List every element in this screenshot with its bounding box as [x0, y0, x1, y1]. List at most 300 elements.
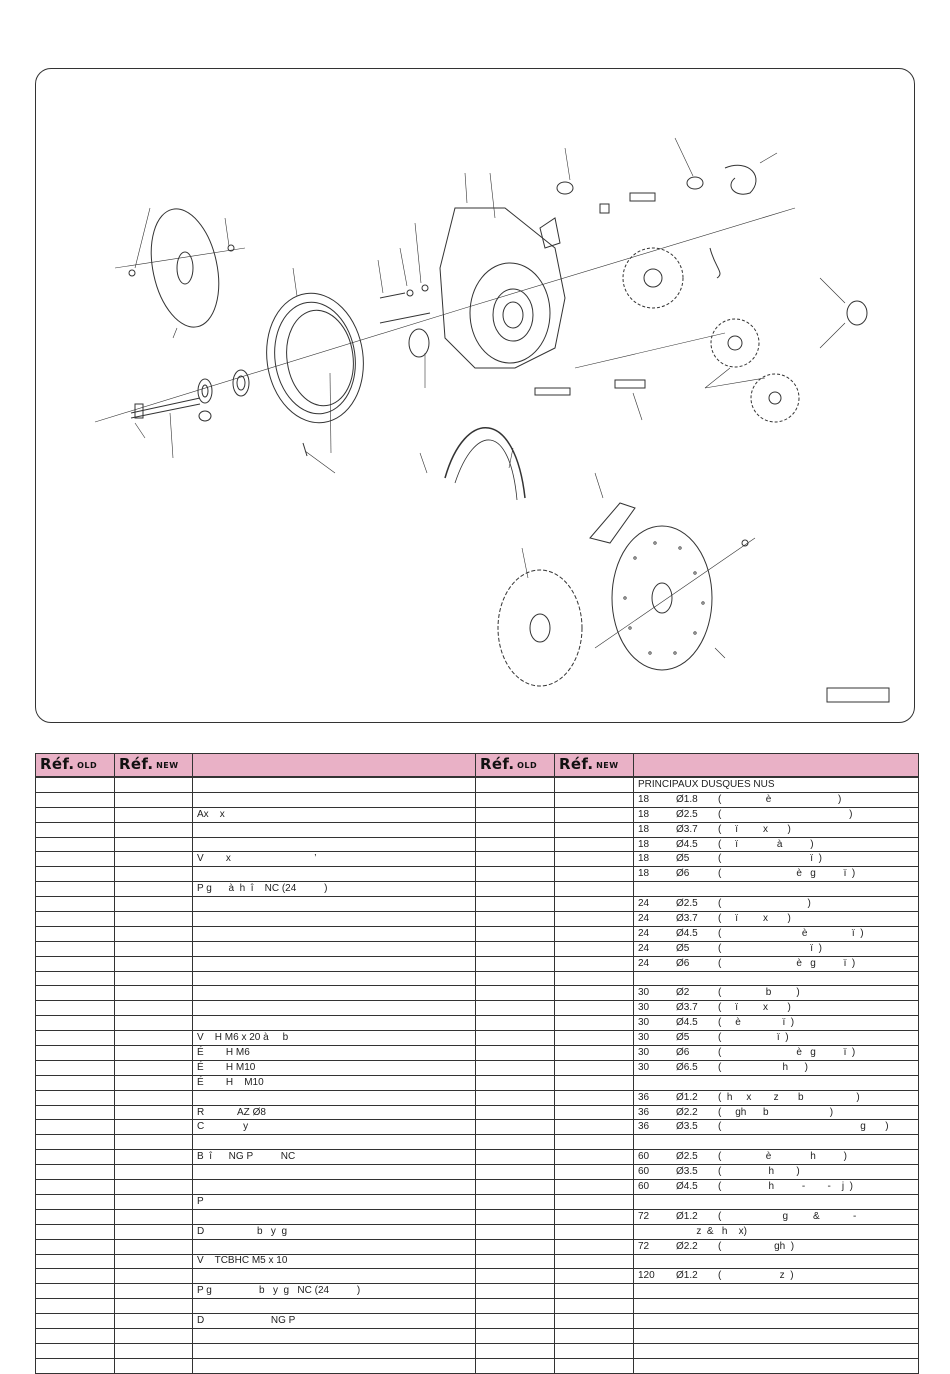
cell-description-left: P — [193, 1194, 476, 1209]
table-row — [36, 1165, 919, 1180]
cell-ref-new-left — [115, 1239, 193, 1254]
cell-ref-new-left — [115, 1046, 193, 1061]
table-row — [36, 1001, 919, 1016]
cell-ref-old-left — [36, 792, 115, 807]
cell-ref-old-right — [476, 1299, 555, 1314]
cell-ref-new-left — [115, 852, 193, 867]
cell-ref-new-right — [555, 1299, 634, 1314]
disc-description: ( gh ) — [718, 1240, 795, 1252]
cell-ref-old-left — [36, 1031, 115, 1046]
table-row — [36, 1358, 919, 1373]
disc-hole-count: 30 — [638, 1032, 650, 1044]
cell-description-left: C y — [193, 1120, 476, 1135]
cell-ref-old-left — [36, 1120, 115, 1135]
cell-ref-old-right — [476, 837, 555, 852]
table-row — [36, 1254, 919, 1269]
cell-ref-old-left — [36, 1046, 115, 1061]
cell-ref-old-left — [36, 1343, 115, 1358]
table-row — [36, 1284, 919, 1299]
cell-description-right — [634, 867, 919, 882]
cell-ref-new-left — [115, 1194, 193, 1209]
cell-description-left — [193, 1090, 476, 1105]
cell-description-left — [193, 777, 476, 792]
cell-ref-old-right — [476, 1314, 555, 1329]
cell-ref-new-left — [115, 1031, 193, 1046]
cell-ref-new-left — [115, 1224, 193, 1239]
cell-ref-old-right — [476, 1343, 555, 1358]
cell-description-right — [634, 1001, 919, 1016]
table-row — [36, 941, 919, 956]
table-row — [36, 912, 919, 927]
disc-hole-count: 30 — [638, 987, 650, 999]
cell-description-right — [634, 807, 919, 822]
disc-hole-count: 18 — [638, 808, 650, 820]
cell-ref-new-left — [115, 1001, 193, 1016]
cell-ref-new-left — [115, 971, 193, 986]
disc-hole-count: 30 — [638, 1061, 650, 1073]
disc-description: ( è ï ) — [718, 1017, 795, 1029]
cell-ref-old-right — [476, 1046, 555, 1061]
cell-ref-new-right — [555, 1194, 634, 1209]
table-row — [36, 1180, 919, 1195]
cell-ref-new-right — [555, 926, 634, 941]
cell-ref-old-left — [36, 1358, 115, 1373]
cell-ref-new-right — [555, 837, 634, 852]
cell-ref-old-right — [476, 926, 555, 941]
disc-description: ( h ) — [718, 1166, 800, 1178]
cell-ref-new-left — [115, 1209, 193, 1224]
disc-hole-count: 72 — [638, 1210, 650, 1222]
cell-ref-old-right — [476, 1269, 555, 1284]
cell-ref-new-right — [555, 822, 634, 837]
cell-ref-new-right — [555, 1016, 634, 1031]
disc-hole-count: 30 — [638, 1046, 650, 1058]
cell-description-left: P g b y g NC (24 ) — [193, 1284, 476, 1299]
disc-hole-count: 24 — [638, 898, 650, 910]
cell-ref-new-left — [115, 837, 193, 852]
cell-ref-new-left — [115, 1180, 193, 1195]
disc-hole-diameter: Ø6.5 — [676, 1061, 698, 1073]
table-row — [36, 1269, 919, 1284]
cell-description-left: V H M6 x 20 à b — [193, 1031, 476, 1046]
cell-description-right — [634, 926, 919, 941]
cell-description-left — [193, 1180, 476, 1195]
cell-description-left: B î NG P NC — [193, 1150, 476, 1165]
cell-ref-old-right — [476, 956, 555, 971]
seal-ring-icon — [258, 287, 371, 429]
cell-ref-new-right — [555, 1135, 634, 1150]
table-row — [36, 882, 919, 897]
table-row — [36, 1194, 919, 1209]
cell-ref-new-left — [115, 1016, 193, 1031]
cell-ref-old-right — [476, 1090, 555, 1105]
disc-hole-count: 24 — [638, 957, 650, 969]
table-row — [36, 777, 919, 792]
cell-ref-old-left — [36, 822, 115, 837]
cell-description-right — [634, 1090, 919, 1105]
cell-description-right — [634, 1180, 919, 1195]
sprocket-large-icon — [623, 248, 683, 308]
disc-hole-count: 18 — [638, 853, 650, 865]
cell-ref-old-left — [36, 837, 115, 852]
table-row — [36, 971, 919, 986]
cell-description-right — [634, 1284, 919, 1299]
cell-description-right — [634, 1135, 919, 1150]
cell-description-right — [634, 971, 919, 986]
table-row — [36, 822, 919, 837]
cell-description-right — [634, 852, 919, 867]
disc-hole-diameter: Ø2.5 — [676, 808, 698, 820]
cell-description-left: V x ’ — [193, 852, 476, 867]
col-ref-new-right: Réf. NEW — [555, 754, 634, 778]
disc-description: ( ï ) — [718, 853, 822, 865]
disc-description: ( h - - j ) — [718, 1180, 854, 1192]
cell-ref-old-right — [476, 882, 555, 897]
cell-ref-new-right — [555, 1314, 634, 1329]
disc-description: ( ï x ) — [718, 1002, 791, 1014]
cell-ref-old-left — [36, 807, 115, 822]
col-description-right — [634, 754, 919, 778]
cell-description-left: Ax x — [193, 807, 476, 822]
cell-ref-old-left — [36, 956, 115, 971]
cell-ref-new-right — [555, 956, 634, 971]
cell-ref-old-right — [476, 1254, 555, 1269]
cell-ref-old-right — [476, 986, 555, 1001]
cell-description-right — [634, 1269, 919, 1284]
cell-description-left — [193, 1239, 476, 1254]
disc-hole-diameter: Ø3.7 — [676, 912, 698, 924]
cell-ref-old-right — [476, 1209, 555, 1224]
cell-ref-old-right — [476, 1224, 555, 1239]
cell-ref-old-right — [476, 807, 555, 822]
table-row — [36, 1209, 919, 1224]
disc-description: ( ï ) — [718, 942, 822, 954]
cell-description-right — [634, 1358, 919, 1373]
table-row — [36, 1120, 919, 1135]
disc-description: ( g ) — [718, 1121, 889, 1133]
cell-ref-new-right — [555, 986, 634, 1001]
cell-ref-old-left — [36, 1209, 115, 1224]
disc-description: ( h x z b ) — [718, 1091, 860, 1103]
cell-description-left: D NG P — [193, 1314, 476, 1329]
cell-description-left — [193, 1343, 476, 1358]
disc-hole-diameter: Ø5 — [676, 942, 690, 954]
disc-hole-diameter: Ø3.7 — [676, 1002, 698, 1014]
cell-ref-old-right — [476, 852, 555, 867]
disc-description: ( ï x ) — [718, 823, 791, 835]
disc-hole-diameter: Ø6 — [676, 868, 690, 880]
cell-ref-old-left — [36, 1254, 115, 1269]
cell-ref-new-left — [115, 1269, 193, 1284]
cell-ref-new-right — [555, 1269, 634, 1284]
cell-ref-new-left — [115, 1299, 193, 1314]
cell-description-right — [634, 1224, 919, 1239]
cell-description-left — [193, 926, 476, 941]
cell-ref-old-left — [36, 971, 115, 986]
cell-description-left — [193, 986, 476, 1001]
cell-description-left — [193, 822, 476, 837]
cell-ref-new-right — [555, 882, 634, 897]
cell-ref-old-right — [476, 822, 555, 837]
table-row — [36, 1328, 919, 1343]
cell-ref-old-right — [476, 1135, 555, 1150]
cell-description-left — [193, 897, 476, 912]
cell-ref-old-left — [36, 1180, 115, 1195]
disc-description: ( ï à ) — [718, 838, 814, 850]
cell-ref-old-right — [476, 1016, 555, 1031]
table-row — [36, 1239, 919, 1254]
cell-ref-old-left — [36, 777, 115, 792]
cell-ref-old-left — [36, 1224, 115, 1239]
cell-description-left — [193, 792, 476, 807]
drive-wheel-icon — [498, 570, 582, 686]
cell-ref-new-left — [115, 897, 193, 912]
table-row — [36, 1060, 919, 1075]
cell-ref-old-left — [36, 1075, 115, 1090]
col-ref-old-right: Réf. OLD — [476, 754, 555, 778]
cell-ref-old-right — [476, 792, 555, 807]
cell-ref-new-right — [555, 1209, 634, 1224]
cell-description-left — [193, 1016, 476, 1031]
col-ref-old-left: Réf. OLD — [36, 754, 115, 778]
cell-description-left: É H M10 — [193, 1060, 476, 1075]
table-row — [36, 1299, 919, 1314]
disc-hole-diameter: Ø3.5 — [676, 1166, 698, 1178]
cell-ref-old-right — [476, 1120, 555, 1135]
disc-description: ( z ) — [718, 1270, 794, 1282]
cell-ref-new-left — [115, 912, 193, 927]
cell-ref-old-left — [36, 1105, 115, 1120]
cell-description-left — [193, 1269, 476, 1284]
cell-description-left — [193, 956, 476, 971]
parts-table — [35, 753, 919, 1374]
cell-ref-new-right — [555, 1328, 634, 1343]
cell-ref-new-left — [115, 1060, 193, 1075]
table-row — [36, 1135, 919, 1150]
cell-description-right — [634, 897, 919, 912]
disc-hole-diameter: Ø2 — [676, 987, 690, 999]
table-row — [36, 1105, 919, 1120]
cell-ref-new-right — [555, 1343, 634, 1358]
disc-hole-count: 30 — [638, 1017, 650, 1029]
table-row — [36, 1016, 919, 1031]
disc-hole-count: 24 — [638, 912, 650, 924]
cell-ref-old-left — [36, 941, 115, 956]
col-description-left — [193, 754, 476, 778]
disc-hole-diameter: Ø2.5 — [676, 1151, 698, 1163]
cell-ref-new-left — [115, 822, 193, 837]
cell-ref-old-right — [476, 1165, 555, 1180]
cell-description-left — [193, 837, 476, 852]
cell-ref-old-left — [36, 1016, 115, 1031]
cell-ref-new-left — [115, 807, 193, 822]
cell-description-right — [634, 956, 919, 971]
disc-description: PRINCIPAUX DUSQUES NUS — [638, 778, 775, 790]
housing-icon — [440, 208, 565, 368]
disc-hole-diameter: Ø4.5 — [676, 1017, 698, 1029]
table-row — [36, 1314, 919, 1329]
cell-ref-new-right — [555, 777, 634, 792]
cell-ref-new-right — [555, 912, 634, 927]
perforated-disc-icon — [612, 526, 712, 670]
left-disk-icon — [141, 203, 229, 334]
cell-ref-old-right — [476, 1180, 555, 1195]
cell-ref-old-left — [36, 1090, 115, 1105]
sprocket-medium-icon — [711, 319, 759, 367]
cell-ref-new-left — [115, 1343, 193, 1358]
cell-ref-old-left — [36, 1165, 115, 1180]
cell-description-right — [634, 1165, 919, 1180]
cell-description-right — [634, 837, 919, 852]
disc-description: ( g & - — [718, 1210, 857, 1222]
cell-ref-old-right — [476, 1075, 555, 1090]
cell-ref-old-left — [36, 1239, 115, 1254]
cell-ref-new-left — [115, 1120, 193, 1135]
cell-ref-old-right — [476, 1031, 555, 1046]
cell-ref-old-right — [476, 1001, 555, 1016]
disc-hole-diameter: Ø4.5 — [676, 838, 698, 850]
cell-ref-new-left — [115, 1075, 193, 1090]
disc-hole-count: 72 — [638, 1240, 650, 1252]
cell-ref-old-left — [36, 912, 115, 927]
exploded-parts-diagram — [35, 68, 915, 723]
cell-ref-new-right — [555, 792, 634, 807]
cell-ref-new-right — [555, 1239, 634, 1254]
cell-ref-new-right — [555, 1180, 634, 1195]
cell-description-left — [193, 1358, 476, 1373]
cell-ref-new-right — [555, 1284, 634, 1299]
cell-ref-new-left — [115, 1284, 193, 1299]
cell-ref-old-left — [36, 1135, 115, 1150]
cell-ref-new-right — [555, 1105, 634, 1120]
cell-ref-new-right — [555, 1090, 634, 1105]
cell-description-right — [634, 1120, 919, 1135]
cell-ref-old-right — [476, 912, 555, 927]
disc-hole-diameter: Ø6 — [676, 957, 690, 969]
disc-hole-count: 30 — [638, 1002, 650, 1014]
cell-ref-new-right — [555, 941, 634, 956]
cell-description-right — [634, 912, 919, 927]
cell-description-right — [634, 1328, 919, 1343]
cell-ref-old-right — [476, 1328, 555, 1343]
cell-ref-new-left — [115, 1165, 193, 1180]
cell-ref-old-left — [36, 926, 115, 941]
cell-description-left — [193, 1328, 476, 1343]
cell-ref-old-left — [36, 882, 115, 897]
cell-ref-old-left — [36, 1269, 115, 1284]
cell-description-right — [634, 1314, 919, 1329]
cell-description-right — [634, 1150, 919, 1165]
cell-ref-new-left — [115, 926, 193, 941]
cell-description-right — [634, 1194, 919, 1209]
disc-description: ( è g ï ) — [718, 1046, 856, 1058]
cell-description-left — [193, 867, 476, 882]
disc-description: ( gh b ) — [718, 1106, 834, 1118]
disc-hole-diameter: Ø5 — [676, 1032, 690, 1044]
cell-ref-old-right — [476, 1150, 555, 1165]
cell-description-right — [634, 777, 919, 792]
cell-description-left: É H M10 — [193, 1075, 476, 1090]
cell-ref-new-right — [555, 1001, 634, 1016]
cell-ref-new-right — [555, 1046, 634, 1061]
cell-ref-old-left — [36, 1328, 115, 1343]
disc-hole-diameter: Ø1.2 — [676, 1210, 698, 1222]
disc-hole-count: 36 — [638, 1106, 650, 1118]
table-row — [36, 1090, 919, 1105]
cell-ref-new-right — [555, 1165, 634, 1180]
cell-ref-new-right — [555, 1150, 634, 1165]
table-row — [36, 792, 919, 807]
cell-description-left: D b y g — [193, 1224, 476, 1239]
cell-ref-new-left — [115, 1135, 193, 1150]
disc-hole-count: 120 — [638, 1270, 655, 1282]
table-row — [36, 1224, 919, 1239]
cell-ref-new-right — [555, 852, 634, 867]
cell-ref-old-left — [36, 852, 115, 867]
cell-ref-old-left — [36, 1314, 115, 1329]
cell-description-left — [193, 1001, 476, 1016]
disc-hole-diameter: Ø1.2 — [676, 1091, 698, 1103]
cell-description-left — [193, 1299, 476, 1314]
cell-ref-new-left — [115, 1105, 193, 1120]
disc-hole-count: 18 — [638, 823, 650, 835]
cell-description-right — [634, 792, 919, 807]
table-row — [36, 807, 919, 822]
table-row — [36, 1343, 919, 1358]
disc-hole-diameter: Ø6 — [676, 1046, 690, 1058]
cell-ref-old-left — [36, 1194, 115, 1209]
cell-ref-old-right — [476, 897, 555, 912]
cell-description-right — [634, 1105, 919, 1120]
disc-hole-count: 36 — [638, 1121, 650, 1133]
disc-description: ( è h ) — [718, 1151, 847, 1163]
table-row — [36, 837, 919, 852]
disc-hole-count: 36 — [638, 1091, 650, 1103]
disc-hole-count: 18 — [638, 838, 650, 850]
cell-description-left: É H M6 — [193, 1046, 476, 1061]
cell-description-right — [634, 986, 919, 1001]
cell-description-right — [634, 882, 919, 897]
cell-description-right — [634, 941, 919, 956]
cell-ref-new-left — [115, 956, 193, 971]
cell-ref-new-left — [115, 1314, 193, 1329]
disc-hole-count: 24 — [638, 927, 650, 939]
cell-ref-new-right — [555, 1254, 634, 1269]
cell-description-left: V TCBHC M5 x 10 — [193, 1254, 476, 1269]
cell-ref-new-right — [555, 1120, 634, 1135]
cell-ref-new-left — [115, 1358, 193, 1373]
cell-ref-old-right — [476, 1105, 555, 1120]
cell-description-right — [634, 1239, 919, 1254]
table-row — [36, 1031, 919, 1046]
table-row — [36, 1150, 919, 1165]
disc-description: ( è g ï ) — [718, 957, 856, 969]
disc-hole-diameter: Ø1.8 — [676, 793, 698, 805]
disc-hole-diameter: Ø2.2 — [676, 1106, 698, 1118]
cell-ref-new-right — [555, 897, 634, 912]
disc-hole-diameter: Ø5 — [676, 853, 690, 865]
disc-hole-diameter: Ø3.5 — [676, 1121, 698, 1133]
disc-hole-count: 24 — [638, 942, 650, 954]
table-row — [36, 897, 919, 912]
cell-ref-new-left — [115, 941, 193, 956]
cell-description-left — [193, 1165, 476, 1180]
cell-ref-new-right — [555, 1075, 634, 1090]
cell-ref-old-right — [476, 1239, 555, 1254]
cell-ref-new-left — [115, 1150, 193, 1165]
table-row — [36, 926, 919, 941]
cell-ref-old-right — [476, 941, 555, 956]
